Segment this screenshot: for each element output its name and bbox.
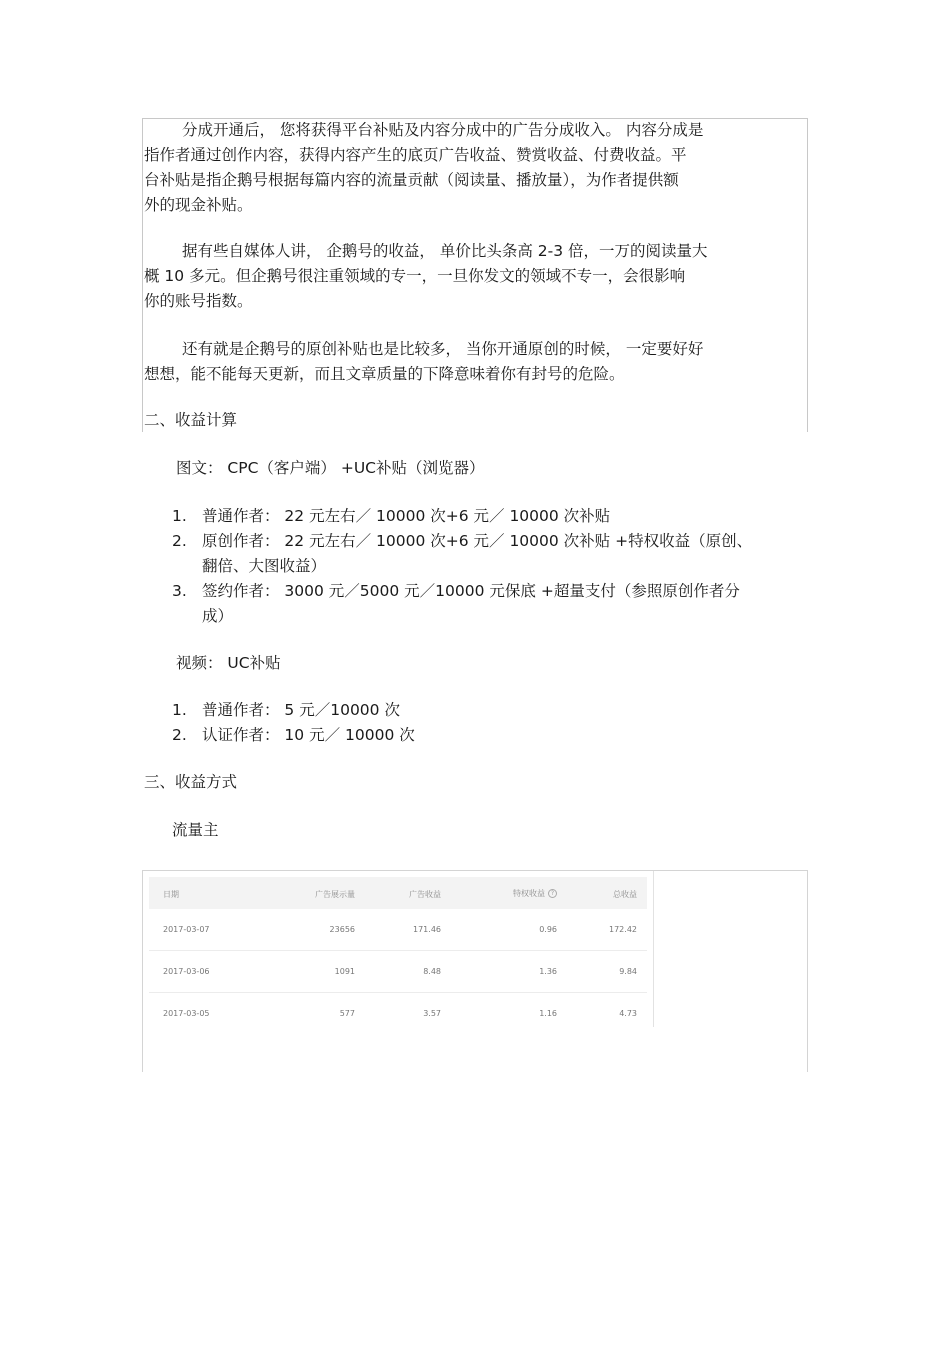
cell-date: 2017-03-06 (163, 967, 210, 976)
list-item: 1. 普通作者： 5 元／10000 次 (172, 701, 400, 719)
cell-total-revenue: 172.42 (609, 925, 637, 934)
table-row (149, 993, 647, 1035)
cell-total-revenue: 4.73 (619, 1009, 637, 1018)
cell-privilege-revenue: 0.96 (539, 925, 557, 934)
table-row (149, 951, 647, 993)
text-line: 分成开通后， 您将获得平台补贴及内容分成中的广告分成收入。 内容分成是 (182, 121, 704, 139)
text-line: 外的现金补贴。 (144, 196, 253, 214)
cell-ad-revenue: 3.57 (423, 1009, 441, 1018)
cell-date: 2017-03-05 (163, 1009, 210, 1018)
text-line: 还有就是企鹅号的原创补贴也是比较多， 当你开通原创的时候， 一定要好好 (182, 340, 704, 358)
cell-date: 2017-03-07 (163, 925, 210, 934)
list-item: 2. 原创作者： 22 元左右／ 10000 次+6 元／ 10000 次补贴 +特权收益（原创、 翻倍、大图收益） (172, 532, 753, 575)
list-item: 2. 认证作者： 10 元／ 10000 次 (172, 726, 415, 744)
table-row (149, 909, 647, 951)
text-line: 台补贴是指企鹅号根据每篇内容的流量贡献（阅读量、播放量），为作者提供额 (144, 171, 679, 189)
paragraph-penguin-income (144, 239, 804, 314)
text-line: 你的账号指数。 (144, 292, 253, 310)
cell-ad-revenue: 171.46 (413, 925, 441, 934)
header-ad-revenue: 广告收益 (409, 890, 441, 899)
paragraph-revenue-share (144, 118, 804, 218)
cell-ad-revenue: 8.48 (423, 967, 441, 976)
paragraph-original-subsidy (144, 337, 804, 387)
text-line: 概 10 多元。但企鹅号很注重领域的专一，一旦你发文的领域不专一，会很影响 (144, 267, 686, 285)
list-item: 3. 签约作者： 3000 元／5000 元／10000 元保底 +超量支付（参照原创作者分 成） (172, 582, 740, 625)
section-heading-revenue-method: 三、收益方式 (144, 773, 238, 791)
list-item: 1. 普通作者： 22 元左右／ 10000 次+6 元／ 10000 次补贴 (172, 507, 611, 525)
question-circle-icon[interactable]: ? (548, 889, 557, 898)
header-privilege-revenue: 特权收益 ? (513, 888, 557, 899)
cell-privilege-revenue: 1.36 (539, 967, 557, 976)
cell-total-revenue: 9.84 (619, 967, 637, 976)
cell-ad-impressions: 577 (339, 1009, 355, 1018)
video-author-list (172, 698, 812, 748)
table-header (149, 877, 647, 909)
cell-ad-impressions: 1091 (334, 967, 355, 976)
header-total-revenue: 总收益 (613, 890, 637, 899)
image-text-label: 图文： CPC（客户端） +UC补贴（浏览器） (176, 459, 485, 477)
video-label: 视频： UC补贴 (176, 654, 281, 672)
revenue-table (143, 871, 654, 1027)
cell-privilege-revenue: 1.16 (539, 1009, 557, 1018)
image-text-author-list (172, 504, 812, 629)
text-line: 想想，能不能每天更新，而且文章质量的下降意味着你有封号的危险。 (144, 365, 625, 383)
traffic-owner-label: 流量主 (172, 821, 219, 839)
text-line: 指作者通过创作内容，获得内容产生的底页广告收益、赞赏收益、付费收益。平 (144, 146, 687, 164)
text-line: 据有些自媒体人讲， 企鹅号的收益， 单价比头条高 2-3 倍，一万的阅读量大 (182, 242, 708, 260)
header-ad-impressions: 广告展示量 (315, 890, 355, 899)
header-date: 日期 (163, 890, 179, 899)
cell-ad-impressions: 23656 (329, 925, 355, 934)
section-heading-revenue-calc: 二、收益计算 (144, 411, 238, 429)
